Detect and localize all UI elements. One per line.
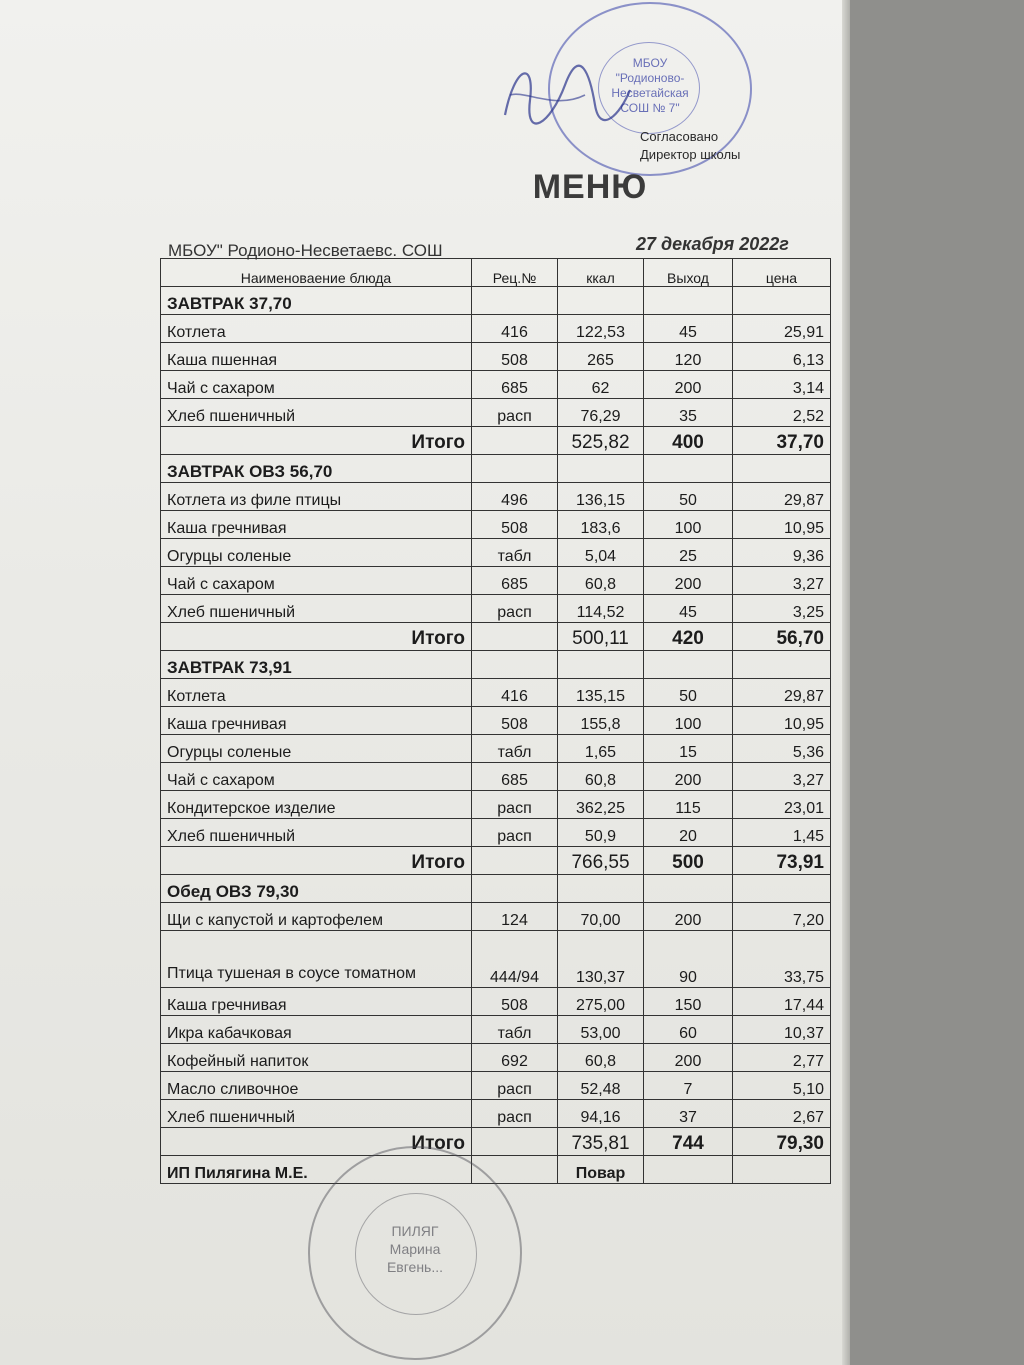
kcal-value: 76,29 [558,399,644,427]
dish-price: 3,27 [733,763,831,791]
dish-price: 10,95 [733,707,831,735]
kcal-value: 60,8 [558,763,644,791]
total-label: Итого [161,1128,472,1156]
total-kcal: 500,11 [558,623,644,651]
portion-output: 7 [644,1072,733,1100]
empty-cell [644,651,733,679]
table-row [161,1016,831,1044]
recipe-number: 508 [472,707,558,735]
portion-output: 200 [644,1044,733,1072]
portion-output: 15 [644,735,733,763]
portion-output: 200 [644,903,733,931]
dish-name: Каша гречнивая [161,511,472,539]
recipe-number: 496 [472,483,558,511]
portion-output: 150 [644,988,733,1016]
stamp-line: "Родионово- [615,71,685,85]
dish-price: 25,91 [733,315,831,343]
kcal-value: 52,48 [558,1072,644,1100]
stamp-line: Евгень... [386,1259,444,1275]
portion-output: 37 [644,1100,733,1128]
column-header: Наименоваение блюда [161,259,472,287]
kcal-value: 265 [558,343,644,371]
table-row [161,315,831,343]
total-label: Итого [161,623,472,651]
empty-cell [472,623,558,651]
portion-output: 120 [644,343,733,371]
dish-name: Котлета [161,315,472,343]
dish-name: Каша гречнивая [161,988,472,1016]
column-header: Выход [644,259,733,287]
dish-price: 5,10 [733,1072,831,1100]
empty-cell [472,455,558,483]
empty-cell [644,1156,733,1184]
stamp-line: ПИЛЯГ [391,1223,439,1239]
dish-price: 3,14 [733,371,831,399]
total-output: 744 [644,1128,733,1156]
dish-name: Масло сливочное [161,1072,472,1100]
table-row [161,707,831,735]
total-row [161,1128,831,1156]
recipe-number: 508 [472,343,558,371]
total-output: 420 [644,623,733,651]
kcal-value: 70,00 [558,903,644,931]
section-title: ЗАВТРАК ОВЗ 56,70 [161,455,472,483]
kcal-value: 275,00 [558,988,644,1016]
total-price: 73,91 [733,847,831,875]
column-header: Рец.№ [472,259,558,287]
empty-cell [472,875,558,903]
empty-cell [644,287,733,315]
total-price: 37,70 [733,427,831,455]
approval-line-2: Директор школы [640,147,741,162]
portion-output: 35 [644,399,733,427]
empty-cell [472,1128,558,1156]
total-row [161,623,831,651]
portion-output: 45 [644,315,733,343]
total-row [161,847,831,875]
dish-price: 10,37 [733,1016,831,1044]
table-row [161,371,831,399]
recipe-number: 444/94 [472,931,558,988]
dish-name: Икра кабачковая [161,1016,472,1044]
empty-cell [644,875,733,903]
dish-name: Кофейный напиток [161,1044,472,1072]
footer-row [161,1156,831,1184]
kcal-value: 60,8 [558,567,644,595]
kcal-value: 136,15 [558,483,644,511]
dish-price: 3,27 [733,567,831,595]
recipe-number: табл [472,539,558,567]
dish-name: Хлеб пшеничный [161,819,472,847]
empty-cell [733,1156,831,1184]
kcal-value: 50,9 [558,819,644,847]
director-signature [495,55,635,135]
total-kcal: 525,82 [558,427,644,455]
empty-cell [472,847,558,875]
total-output: 500 [644,847,733,875]
table-row [161,343,831,371]
table-row [161,1072,831,1100]
section-title: ЗАВТРАК 73,91 [161,651,472,679]
dish-name: Щи с капустой и картофелем [161,903,472,931]
table-row [161,1044,831,1072]
kcal-value: 60,8 [558,1044,644,1072]
recipe-number: 685 [472,371,558,399]
kcal-value: 362,25 [558,791,644,819]
caterer-stamp [308,1146,522,1360]
recipe-number: табл [472,1016,558,1044]
total-kcal: 766,55 [558,847,644,875]
section-header-row [161,287,831,315]
table-header-row [161,259,831,287]
empty-cell [558,287,644,315]
portion-output: 100 [644,707,733,735]
total-kcal: 735,81 [558,1128,644,1156]
section-header-row [161,875,831,903]
dish-price: 10,95 [733,511,831,539]
table-row [161,399,831,427]
empty-cell [472,427,558,455]
empty-cell [733,455,831,483]
dish-name: Каша пшенная [161,343,472,371]
recipe-number: 416 [472,315,558,343]
total-price: 79,30 [733,1128,831,1156]
empty-cell [733,875,831,903]
portion-output: 45 [644,595,733,623]
empty-cell [644,455,733,483]
stamp-line: Марина [389,1241,441,1257]
portion-output: 25 [644,539,733,567]
recipe-number: 416 [472,679,558,707]
total-label: Итого [161,847,472,875]
total-output: 400 [644,427,733,455]
approval-line-1: Согласовано [640,129,719,144]
table-row [161,988,831,1016]
table-row [161,819,831,847]
dish-price: 7,20 [733,903,831,931]
section-title: ЗАВТРАК 37,70 [161,287,472,315]
kcal-value: 53,00 [558,1016,644,1044]
portion-output: 50 [644,483,733,511]
column-header: цена [733,259,831,287]
section-header-row [161,651,831,679]
total-price: 56,70 [733,623,831,651]
recipe-number: табл [472,735,558,763]
recipe-number: 508 [472,988,558,1016]
dish-price: 2,67 [733,1100,831,1128]
empty-cell [472,287,558,315]
recipe-number: расп [472,595,558,623]
dish-price: 9,36 [733,539,831,567]
kcal-value: 155,8 [558,707,644,735]
dish-price: 29,87 [733,483,831,511]
dish-name: Котлета [161,679,472,707]
stamp-line: Несветайская [611,86,689,100]
dish-price: 2,52 [733,399,831,427]
dish-price: 1,45 [733,819,831,847]
dish-name: Птица тушеная в соусе томатном [161,931,472,988]
recipe-number: расп [472,399,558,427]
table-row [161,567,831,595]
recipe-number: расп [472,1100,558,1128]
section-title: Обед ОВЗ 79,30 [161,875,472,903]
footer-caterer: ИП Пилягина М.Е. [161,1156,472,1184]
approval-note [640,128,740,164]
page-title: МЕНЮ [532,168,648,206]
dish-name: Хлеб пшеничный [161,595,472,623]
kcal-value: 62 [558,371,644,399]
dish-price: 29,87 [733,679,831,707]
menu-date: 27 декабря 2022г [636,234,789,254]
menu-table [160,258,831,1184]
dish-name: Каша гречнивая [161,707,472,735]
table-row [161,903,831,931]
portion-output: 200 [644,763,733,791]
school-name: МБОУ" Родионо-Несветаевс. СОШ [168,241,443,260]
footer-cook: Повар [558,1156,644,1184]
dish-price: 33,75 [733,931,831,988]
dish-price: 6,13 [733,343,831,371]
portion-output: 100 [644,511,733,539]
kcal-value: 130,37 [558,931,644,988]
dish-price: 5,36 [733,735,831,763]
recipe-number: 685 [472,763,558,791]
table-row [161,483,831,511]
recipe-number: 685 [472,567,558,595]
table-row [161,511,831,539]
kcal-value: 5,04 [558,539,644,567]
portion-output: 50 [644,679,733,707]
table-row [161,763,831,791]
portion-output: 20 [644,819,733,847]
dish-name: Огурцы соленые [161,539,472,567]
column-header: ккал [558,259,644,287]
empty-cell [558,455,644,483]
menu-body [161,287,831,1156]
dish-price: 2,77 [733,1044,831,1072]
kcal-value: 1,65 [558,735,644,763]
kcal-value: 114,52 [558,595,644,623]
empty-cell [472,651,558,679]
portion-output: 200 [644,371,733,399]
recipe-number: расп [472,1072,558,1100]
table-row [161,595,831,623]
kcal-value: 122,53 [558,315,644,343]
dish-name: Хлеб пшеничный [161,1100,472,1128]
recipe-number: расп [472,791,558,819]
kcal-value: 135,15 [558,679,644,707]
empty-cell [558,875,644,903]
table-row [161,679,831,707]
total-row [161,427,831,455]
dish-price: 3,25 [733,595,831,623]
portion-output: 200 [644,567,733,595]
table-row [161,791,831,819]
dish-price: 23,01 [733,791,831,819]
dish-name: Чай с сахаром [161,371,472,399]
stamp-line: СОШ № 7" [620,101,680,115]
recipe-number: 124 [472,903,558,931]
table-row [161,931,831,988]
stamp-line: МБОУ [632,56,668,70]
kcal-value: 94,16 [558,1100,644,1128]
empty-cell [733,651,831,679]
table-row [161,735,831,763]
portion-output: 115 [644,791,733,819]
dish-name: Котлета из филе птицы [161,483,472,511]
empty-cell [558,651,644,679]
empty-cell [733,287,831,315]
dish-name: Чай с сахаром [161,567,472,595]
kcal-value: 183,6 [558,511,644,539]
table-row [161,539,831,567]
dish-name: Чай с сахаром [161,763,472,791]
recipe-number: расп [472,819,558,847]
recipe-number: 508 [472,511,558,539]
total-label: Итого [161,427,472,455]
portion-output: 60 [644,1016,733,1044]
dish-name: Хлеб пшеничный [161,399,472,427]
table-row [161,1100,831,1128]
dish-name: Кондитерское изделие [161,791,472,819]
section-header-row [161,455,831,483]
portion-output: 90 [644,931,733,988]
recipe-number: 692 [472,1044,558,1072]
dish-name: Огурцы соленые [161,735,472,763]
dish-price: 17,44 [733,988,831,1016]
